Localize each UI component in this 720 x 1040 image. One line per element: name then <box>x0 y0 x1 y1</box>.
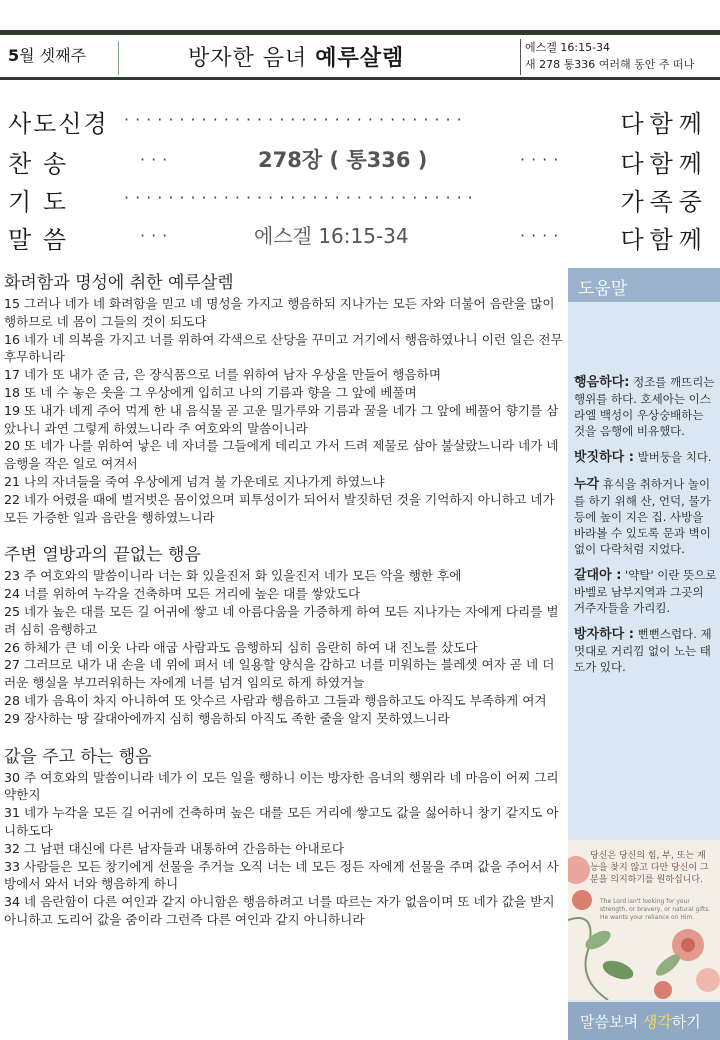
verse: 30 주 여호와의 말씀이니라 네가 이 모든 일을 행하니 이는 방자한 음녀의 행위라 네 마음이 어찌 그리 약한지 <box>4 769 559 803</box>
header-bottomline <box>0 77 720 80</box>
verse: 19 또 내가 네게 주어 먹게 한 내 음식물 곧 고운 밀가루와 기름과 꿀을 네가 그 앞에 베풀어 향기를 삼았나니 과연 그렇게 하였느니라 주 여호와의 말씀이니라 <box>4 402 559 436</box>
week-label: 5월 셋째주 <box>8 46 87 65</box>
scripture-reference: 에스겔 16:15-34 <box>525 41 611 54</box>
order-row <box>0 144 720 180</box>
order-participant: 다함께 <box>620 226 708 254</box>
glossary-definition: '약탈' 이란 뜻으로 바벨로 남부지역과 그곳의 거주자들을 가리킴. <box>574 568 717 615</box>
order-participant: 다함께 <box>620 110 708 138</box>
header <box>0 35 720 77</box>
verse: 34 네 음란함이 다른 여인과 같지 아니함은 행음하려고 너를 따르는 자가 없음이며 또 네가 값을 받지 아니하고 도리어 값을 줌이라 그런즉 다른 여인과 같지 아니하니라 <box>4 894 555 927</box>
flower-quote-image <box>568 840 720 1000</box>
glossary-entry <box>574 374 718 439</box>
glossary-notes <box>574 374 718 685</box>
glossary-term: 방자하다 : <box>574 627 634 642</box>
order-leader-dots: ··· <box>140 226 174 245</box>
glossary-definition: 발버둥을 치다. <box>633 450 712 464</box>
verse: 21 나의 자녀들을 죽여 우상에게 넘겨 불 가운데로 지나가게 하였느냐 <box>4 473 385 489</box>
order-leader-dots: ······························· <box>124 110 468 129</box>
hymn-reference: 새 278 통336 여러해 동안 주 떠나 <box>525 58 695 71</box>
section-gap <box>4 526 564 540</box>
section-title: 주변 열방과의 끝없는 행음 <box>4 545 201 566</box>
order-leader-dots: ································ <box>124 188 479 207</box>
verse: 23 주 여호와의 말씀이니라 너는 화 있을진저 화 있을진저 네가 모든 악을 행한 후에 <box>4 568 462 584</box>
glossary-entry <box>574 567 718 616</box>
section-gap <box>4 728 564 742</box>
glossary-entry <box>574 626 718 675</box>
help-sidebar <box>568 268 720 1040</box>
verse: 17 네가 또 내가 준 금, 은 장식품으로 너를 위하여 남자 우상을 만들어 행음하며 <box>4 367 442 383</box>
glossary-term: 행음하다: <box>574 375 630 390</box>
glossary-term: 밧짓하다 : <box>574 450 634 465</box>
order-detail: 에스겔 16:15-34 <box>254 224 409 248</box>
verse: 31 네가 누각을 모든 길 어귀에 건축하며 높은 대를 모든 거리에 쌓고도 값을 싫어하니 창기 같지도 아니하도다 <box>4 805 559 838</box>
order-participant: 다함께 <box>620 150 708 178</box>
order-label: 말 씀 <box>8 226 68 254</box>
order-leader-dots: ··· <box>140 150 174 169</box>
order-participant: 가족중 <box>620 188 708 216</box>
verse: 22 네가 어렸을 때에 벌거벗은 몸이었으며 피투성이가 되어서 발짓하던 것을 기억하지 아니하고 네가 모든 가증한 일과 음란을 행하였느니라 <box>4 491 555 525</box>
verse: 18 또 네 수 놓은 옷을 그 우상에게 입히고 나의 기름과 향을 그 앞에 베풀며 <box>4 384 417 400</box>
verse: 29 장사하는 땅 갈대아에까지 심히 행음하되 아직도 족한 줄을 알지 못하였느니라 <box>4 710 450 726</box>
order-leader-dots: ···· <box>520 150 565 169</box>
order-label: 기 도 <box>8 188 68 216</box>
header-divider <box>118 41 119 75</box>
verse: 28 네가 음욕이 차지 아니하여 또 앗수르 사람과 행음하고 그들과 행음하고도 아직도 부족하게 여겨 <box>4 692 547 708</box>
sidebar-heading: 도움말 <box>568 268 720 302</box>
order-label: 사도신경 <box>8 110 109 138</box>
glossary-term: 누각 <box>574 477 600 492</box>
section-title: 화려함과 명성에 취한 예루살렘 <box>4 273 234 293</box>
verse: 16 네가 네 의복을 가지고 너를 위하여 각색으로 산당을 꾸미고 거기에서 행음하였나니 이런 일은 전무후무하니라 <box>4 331 563 365</box>
order-leader-dots: ···· <box>520 226 565 245</box>
page-title: 방자한 음녀 예루살렘 <box>188 46 405 71</box>
header-divider <box>520 39 521 75</box>
sidebar-footer: 말씀보며 생각하기 <box>568 1002 720 1040</box>
glossary-definition: 휴식을 취하거나 놀이를 하기 위해 산, 언덕, 물가 등에 높이 지은 집. 사방을 바라볼 수 있도록 문과 벽이 없이 다락처럼 지었다. <box>574 477 711 556</box>
image-quote-english: The Lord isn't looking for your strength, or bravery, or natural gifts. He wants your reliance on Him. <box>600 898 711 921</box>
order-row <box>0 182 720 218</box>
order-label: 찬 송 <box>8 150 68 178</box>
glossary-definition: 뻔뻔스럽다. 제멋대로 거리낌 없이 노는 태도가 있다. <box>574 627 712 674</box>
order-detail: 278장 ( 통336 ) <box>258 148 428 172</box>
verse: 26 하체가 큰 네 이웃 나라 애굽 사람과도 음행하되 심히 음란히 하여 내 진노를 샀도다 <box>4 639 478 655</box>
section-title: 값을 주고 하는 행음 <box>4 746 152 767</box>
glossary-entry <box>574 449 718 466</box>
verse: 32 그 남편 대신에 다른 남자들과 내통하여 간음하는 아내로다 <box>4 840 345 856</box>
image-quote-text: 당신은 당신의 힘, 부, 또는 재능을 찾지 않고 다만 당신이 그분을 의지하기를 원하십니다. <box>590 851 709 885</box>
glossary-entry <box>574 476 718 557</box>
glossary-definition: 정조를 깨뜨리는 행위를 하다. 호세아는 이스라엘 백성이 우상숭배하는 것을 음행에 비유했다. <box>574 375 715 438</box>
verse: 27 그러므로 내가 내 손을 네 위에 펴서 네 일용할 양식을 감하고 너를 미워하는 블레셋 여자 곧 네 더러운 행실을 부끄러워하는 자에게 너를 넘겨 임의로 하게 하였거늘 <box>4 657 555 691</box>
verse: 25 네가 높은 대를 모든 길 어귀에 쌓고 네 아름다움을 가증하게 하여 모든 지나가는 자에게 다리를 벌려 심히 음행하고 <box>4 603 559 637</box>
order-row <box>0 220 720 256</box>
verse: 24 너를 위하여 누각을 건축하며 모든 거리에 높은 대를 쌓았도다 <box>4 586 361 602</box>
verse: 33 사람들은 모든 창기에게 선물을 주거늘 오직 너는 네 모든 정든 자에게 선물을 주며 값을 주어서 사방에서 와서 너와 행음하게 하니 <box>4 858 559 892</box>
glossary-term: 갈대아 : <box>574 568 622 583</box>
scripture-body <box>4 268 564 929</box>
order-row <box>0 104 720 140</box>
verse: 20 또 네가 나를 위하여 낳은 네 자녀를 그들에게 데리고 가서 드려 제물로 삼아 불살랐느니라 네가 네 음행을 작은 일로 여겨서 <box>4 438 559 472</box>
verse: 15 그러나 네가 네 화려함을 믿고 네 명성을 가지고 행음하되 지나가는 모든 자와 더불어 음란을 많이 행하므로 네 몸이 그들의 것이 되도다 <box>4 296 555 329</box>
